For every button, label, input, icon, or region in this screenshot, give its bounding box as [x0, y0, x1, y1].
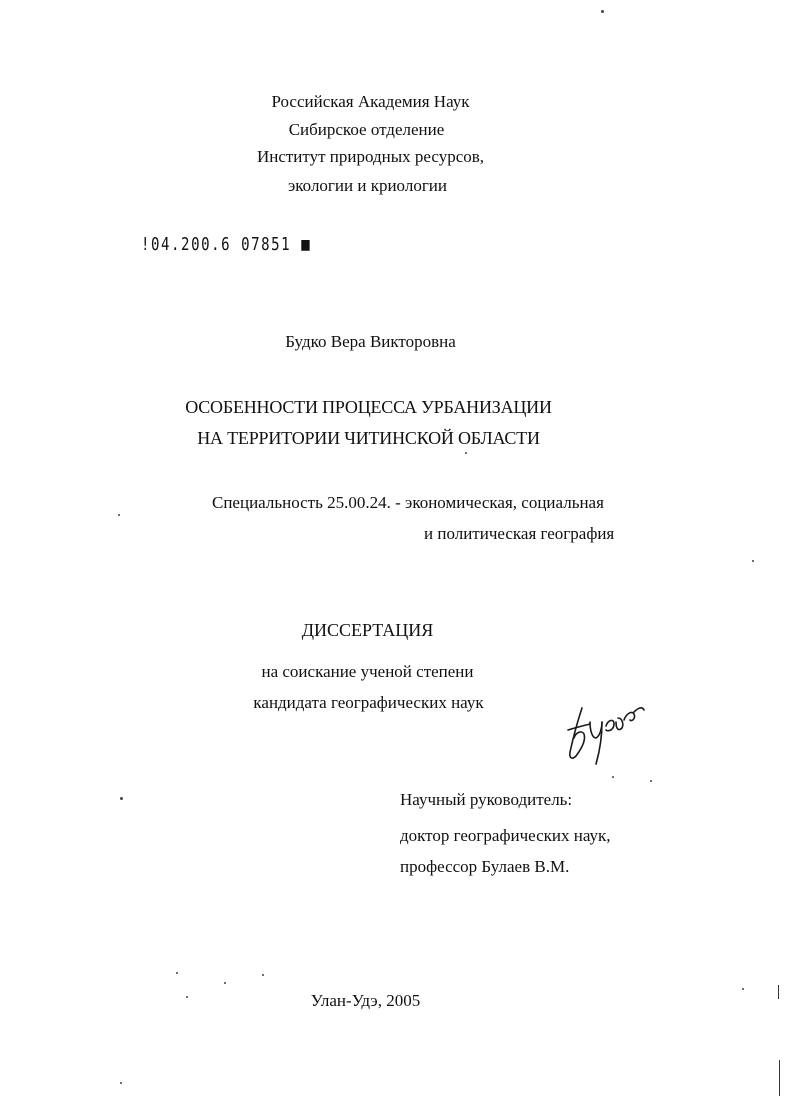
signature — [560, 700, 650, 770]
scan-speck — [601, 10, 604, 13]
scan-edge-mark — [779, 1060, 780, 1096]
scan-edge-mark — [778, 985, 779, 999]
scan-speck — [742, 988, 744, 990]
scan-speck — [262, 974, 264, 976]
scan-speck — [120, 1082, 122, 1084]
document-type: ДИССЕРТАЦИЯ — [301, 620, 434, 640]
supervisor-degree: доктор географических наук, — [400, 826, 611, 845]
scan-speck — [465, 452, 467, 454]
scan-speck — [186, 996, 188, 998]
supervisor-name: профессор Булаев В.М. — [400, 857, 570, 876]
scan-speck — [752, 560, 754, 562]
thesis-title-line2: НА ТЕРРИТОРИИ ЧИТИНСКОЙ ОБЛАСТИ — [197, 428, 540, 448]
specialty-line2: и политическая география — [424, 524, 615, 543]
place-and-year: Улан-Удэ, 2005 — [310, 991, 421, 1010]
scan-speck — [120, 797, 123, 800]
scan-speck — [650, 780, 652, 782]
thesis-title-line1: ОСОБЕННОСТИ ПРОЦЕССА УРБАНИЗАЦИИ — [185, 397, 552, 417]
institution-institute-cont: экологии и криологии — [287, 176, 447, 195]
scan-speck — [176, 972, 178, 974]
scan-speck — [118, 514, 120, 516]
supervisor-label: Научный руководитель: — [400, 790, 573, 809]
archive-number: !04.200.6 07851 ■ — [141, 234, 312, 255]
institution-branch: Сибирское отделение — [288, 120, 445, 139]
author-name: Будко Вера Викторовна — [285, 332, 456, 351]
degree-line2: кандидата географических наук — [253, 693, 484, 712]
institution-institute: Институт природных ресурсов, — [256, 147, 485, 166]
institution-academy: Российская Академия Наук — [271, 92, 470, 111]
scan-speck — [612, 776, 614, 778]
scan-speck — [224, 982, 226, 984]
degree-line1: на соискание ученой степени — [261, 662, 474, 681]
specialty-line1: Специальность 25.00.24. - экономическая, социальная — [212, 493, 604, 512]
